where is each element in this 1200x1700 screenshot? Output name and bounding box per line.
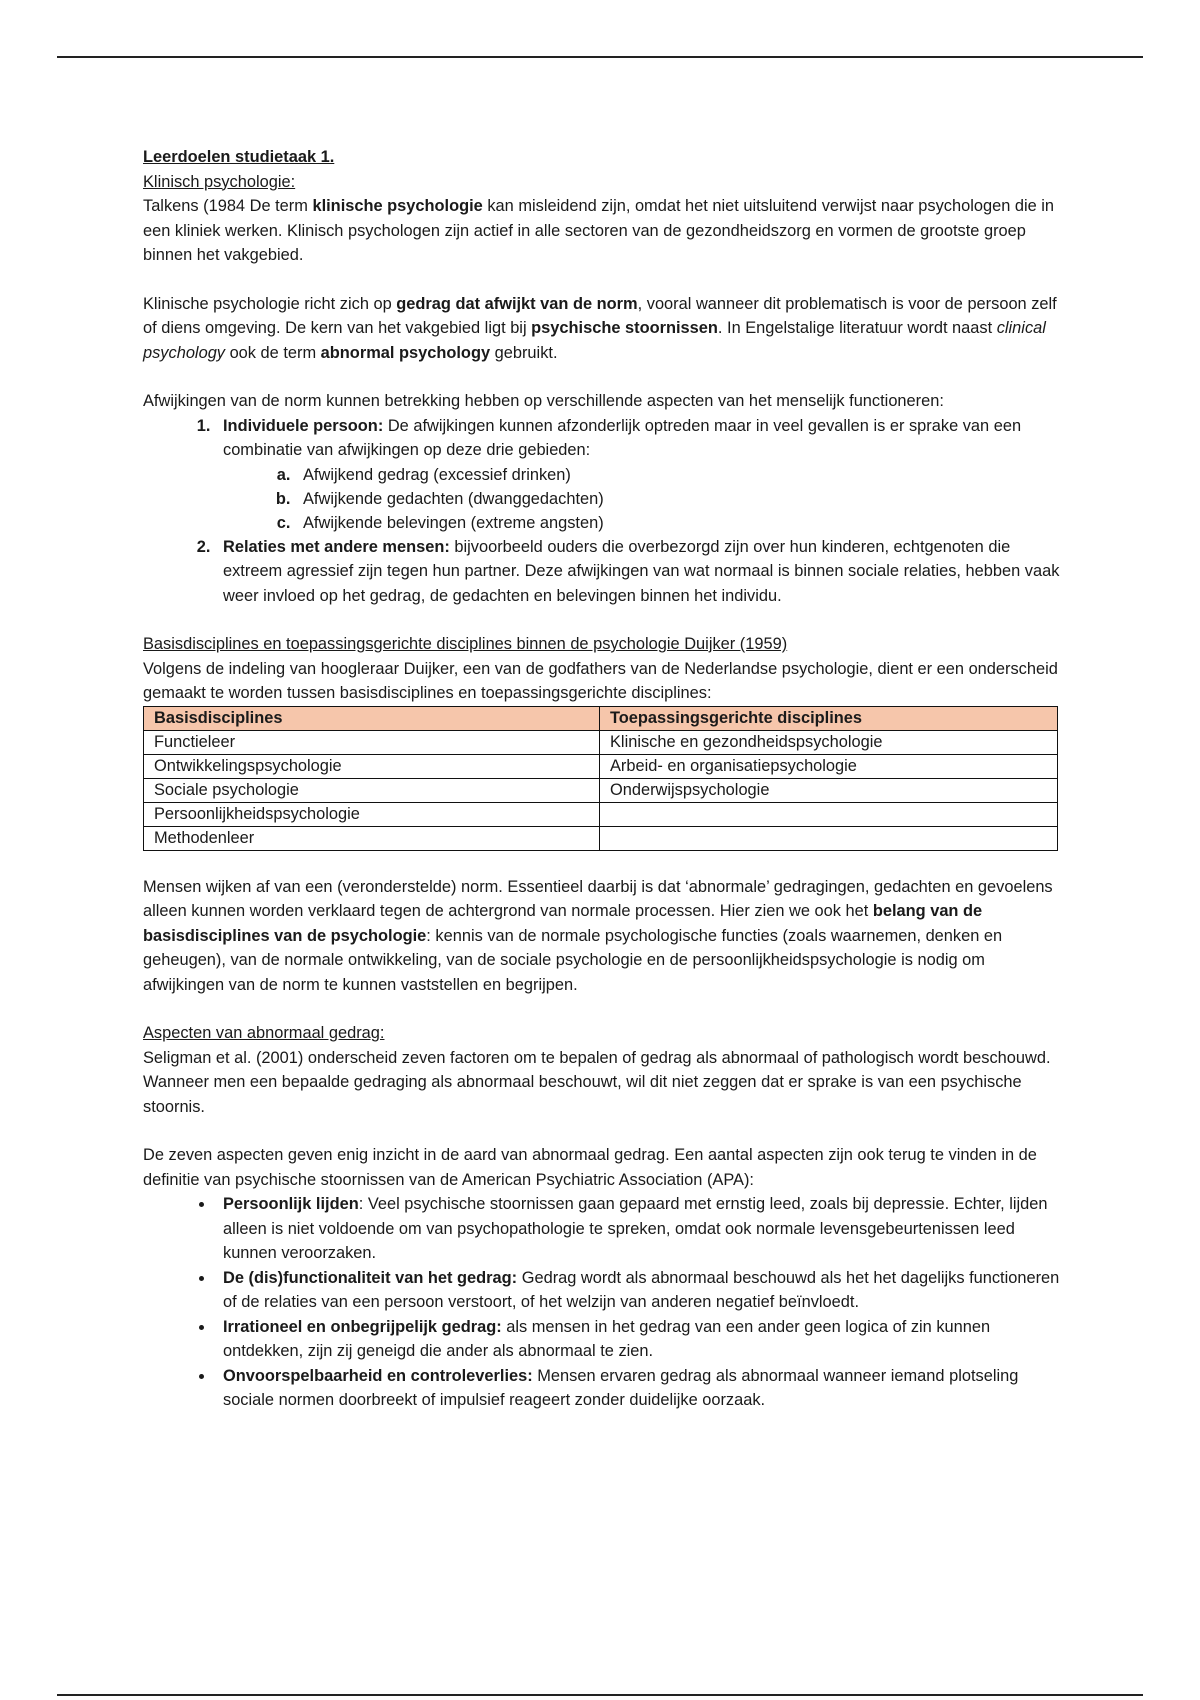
- list-item: 1. Individuele persoon: De afwijkingen kunnen afzonderlijk optreden maar in veel gevallen is er sprake van een combinatie van afwijkingen op deze drie gebieden: a. Afwijkend gedrag (excessief drinken) b. Afwijkende gedachten (dwanggedachten) c. Afwijkende belevingen (extreme angsten): [215, 414, 1063, 535]
- list-item: 2. Relaties met andere mensen: bijvoorbeeld ouders die overbezorgd zijn over hun kinderen, echtgenoten die extreem agressief zijn tegen hun partner. Deze afwijkingen van wat normaal is binnen sociale relaties, hebben vaak weer invloed op het gedrag, de gedachten en belevingen binnen het individu.: [215, 535, 1063, 609]
- table-cell: Klinische en gezondheidspsychologie: [600, 730, 1058, 754]
- table-cell: Onderwijspsychologie: [600, 778, 1058, 802]
- paragraph: Talkens (1984 De term klinische psychologie kan misleidend zijn, omdat het niet uitsluitend verwijst naar psychologen die in een kliniek werken. Klinisch psychologen zijn actief in alle sectoren van de gezondheidszorg en vormen de grootste groep binnen het vakgebied.: [143, 197, 1055, 264]
- table-row: [144, 778, 1058, 802]
- list-item: • Onvoorspelbaarheid en controleverlies: Mensen ervaren gedrag als abnormaal wanneer iemand plotseling sociale normen doorbreekt of impulsief reageert zonder duidelijke oorzaak.: [215, 1364, 1063, 1413]
- paragraph: Seligman et al. (2001) onderscheid zeven factoren om te bepalen of gedrag als abnormaal of pathologisch wordt beschouwd. Wanneer men een bepaalde gedraging als abnormaal beschouwt, wil dit niet zeggen dat er sprake is van een psychische stoornis.: [143, 1048, 1051, 1116]
- section-title-disciplines: Basisdisciplines en toepassingsgerichte disciplines binnen de psychologie Duijker (1959): [143, 635, 788, 653]
- document-body: [143, 145, 1063, 1413]
- table-cell: Sociale psychologie: [144, 778, 600, 802]
- list-item: • Persoonlijk lijden: Veel psychische stoornissen gaan gepaard met ernstig leed, zoals bij depressie. Echter, lijden alleen is niet voldoende om van psychopathologie te spreken, omdat ook normale levensgebeurtenissen leed kunnen veroorzaken.: [215, 1192, 1063, 1266]
- disciplines-table: [143, 706, 1058, 851]
- table-header-row: [144, 706, 1058, 730]
- bottom-rule: [57, 1694, 1143, 1696]
- paragraph: Afwijkingen van de norm kunnen betrekking hebben op verschillende aspecten van het menselijk functioneren:: [143, 392, 944, 410]
- sub-list: [223, 463, 1063, 535]
- table-row: [144, 826, 1058, 850]
- numbered-list: [143, 414, 1063, 609]
- list-item: • Irrationeel en onbegrijpelijk gedrag: als mensen in het gedrag van een ander geen logica of zin kunnen ontdekken, zijn zij geneigd die ander als abnormaal te zien.: [215, 1315, 1063, 1364]
- paragraph: Volgens de indeling van hoogleraar Duijker, een van de godfathers van de Nederlandse psychologie, dient er een onderscheid gemaakt te worden tussen basisdisciplines en toepassingsgerichte disciplines:: [143, 659, 1058, 702]
- table-row: [144, 730, 1058, 754]
- table-cell: Arbeid- en organisatiepsychologie: [600, 754, 1058, 778]
- paragraph: Mensen wijken af van een (veronderstelde) norm. Essentieel daarbij is dat ‘abnormale’ gedragingen, gedachten en gevoelens alleen kunnen worden verklaard tegen de achtergrond van normale processen. Hier zien we ook het belang van de basisdisciplines van de psychologie: kennis van de normale psychologische functies (zoals waarnemen, denken en geheugen), van de normale ontwikkeling, van de sociale psychologie en de persoonlijkheidspsychologie is nodig om afwijkingen van de norm te kunnen vaststellen en begrijpen.: [143, 877, 1053, 994]
- table-cell: Ontwikkelingspsychologie: [144, 754, 600, 778]
- table-cell: [600, 826, 1058, 850]
- table-row: [144, 802, 1058, 826]
- table-row: [144, 754, 1058, 778]
- table-cell: Methodenleer: [144, 826, 600, 850]
- table-header: Basisdisciplines: [144, 706, 600, 730]
- table-cell: [600, 802, 1058, 826]
- paragraph: Klinische psychologie richt zich op gedrag dat afwijkt van de norm, vooral wanneer dit problematisch is voor de persoon zelf of diens omgeving. De kern van het vakgebied ligt bij psychische stoornissen. In Engelstalige literatuur wordt naast clinical psychology ook de term abnormal psychology gebruikt.: [143, 294, 1057, 362]
- sub-list-item: b. Afwijkende gedachten (dwanggedachten): [295, 487, 1063, 511]
- sub-list-item: c. Afwijkende belevingen (extreme angsten): [295, 511, 1063, 535]
- table-cell: Functieleer: [144, 730, 600, 754]
- paragraph: De zeven aspecten geven enig inzicht in de aard van abnormaal gedrag. Een aantal aspecten zijn ook terug te vinden in de definitie van psychische stoornissen van de American Psychiatric Association (APA):: [143, 1146, 1037, 1189]
- section-title-klinisch: Klinisch psychologie:: [143, 172, 296, 191]
- table-cell: Persoonlijkheidspsychologie: [144, 802, 600, 826]
- sub-list-item: a. Afwijkend gedrag (excessief drinken): [295, 463, 1063, 487]
- table-header: Toepassingsgerichte disciplines: [600, 706, 1058, 730]
- list-item: • De (dis)functionaliteit van het gedrag: Gedrag wordt als abnormaal beschouwd als het het dagelijks functioneren of de relaties van een persoon verstoort, of het welzijn van anderen negatief beïnvloedt.: [215, 1266, 1063, 1315]
- section-title-aspecten: Aspecten van abnormaal gedrag:: [143, 1024, 385, 1042]
- top-rule: [57, 56, 1143, 58]
- document-heading: Leerdoelen studietaak 1.: [143, 148, 335, 166]
- bullet-list: [143, 1192, 1063, 1413]
